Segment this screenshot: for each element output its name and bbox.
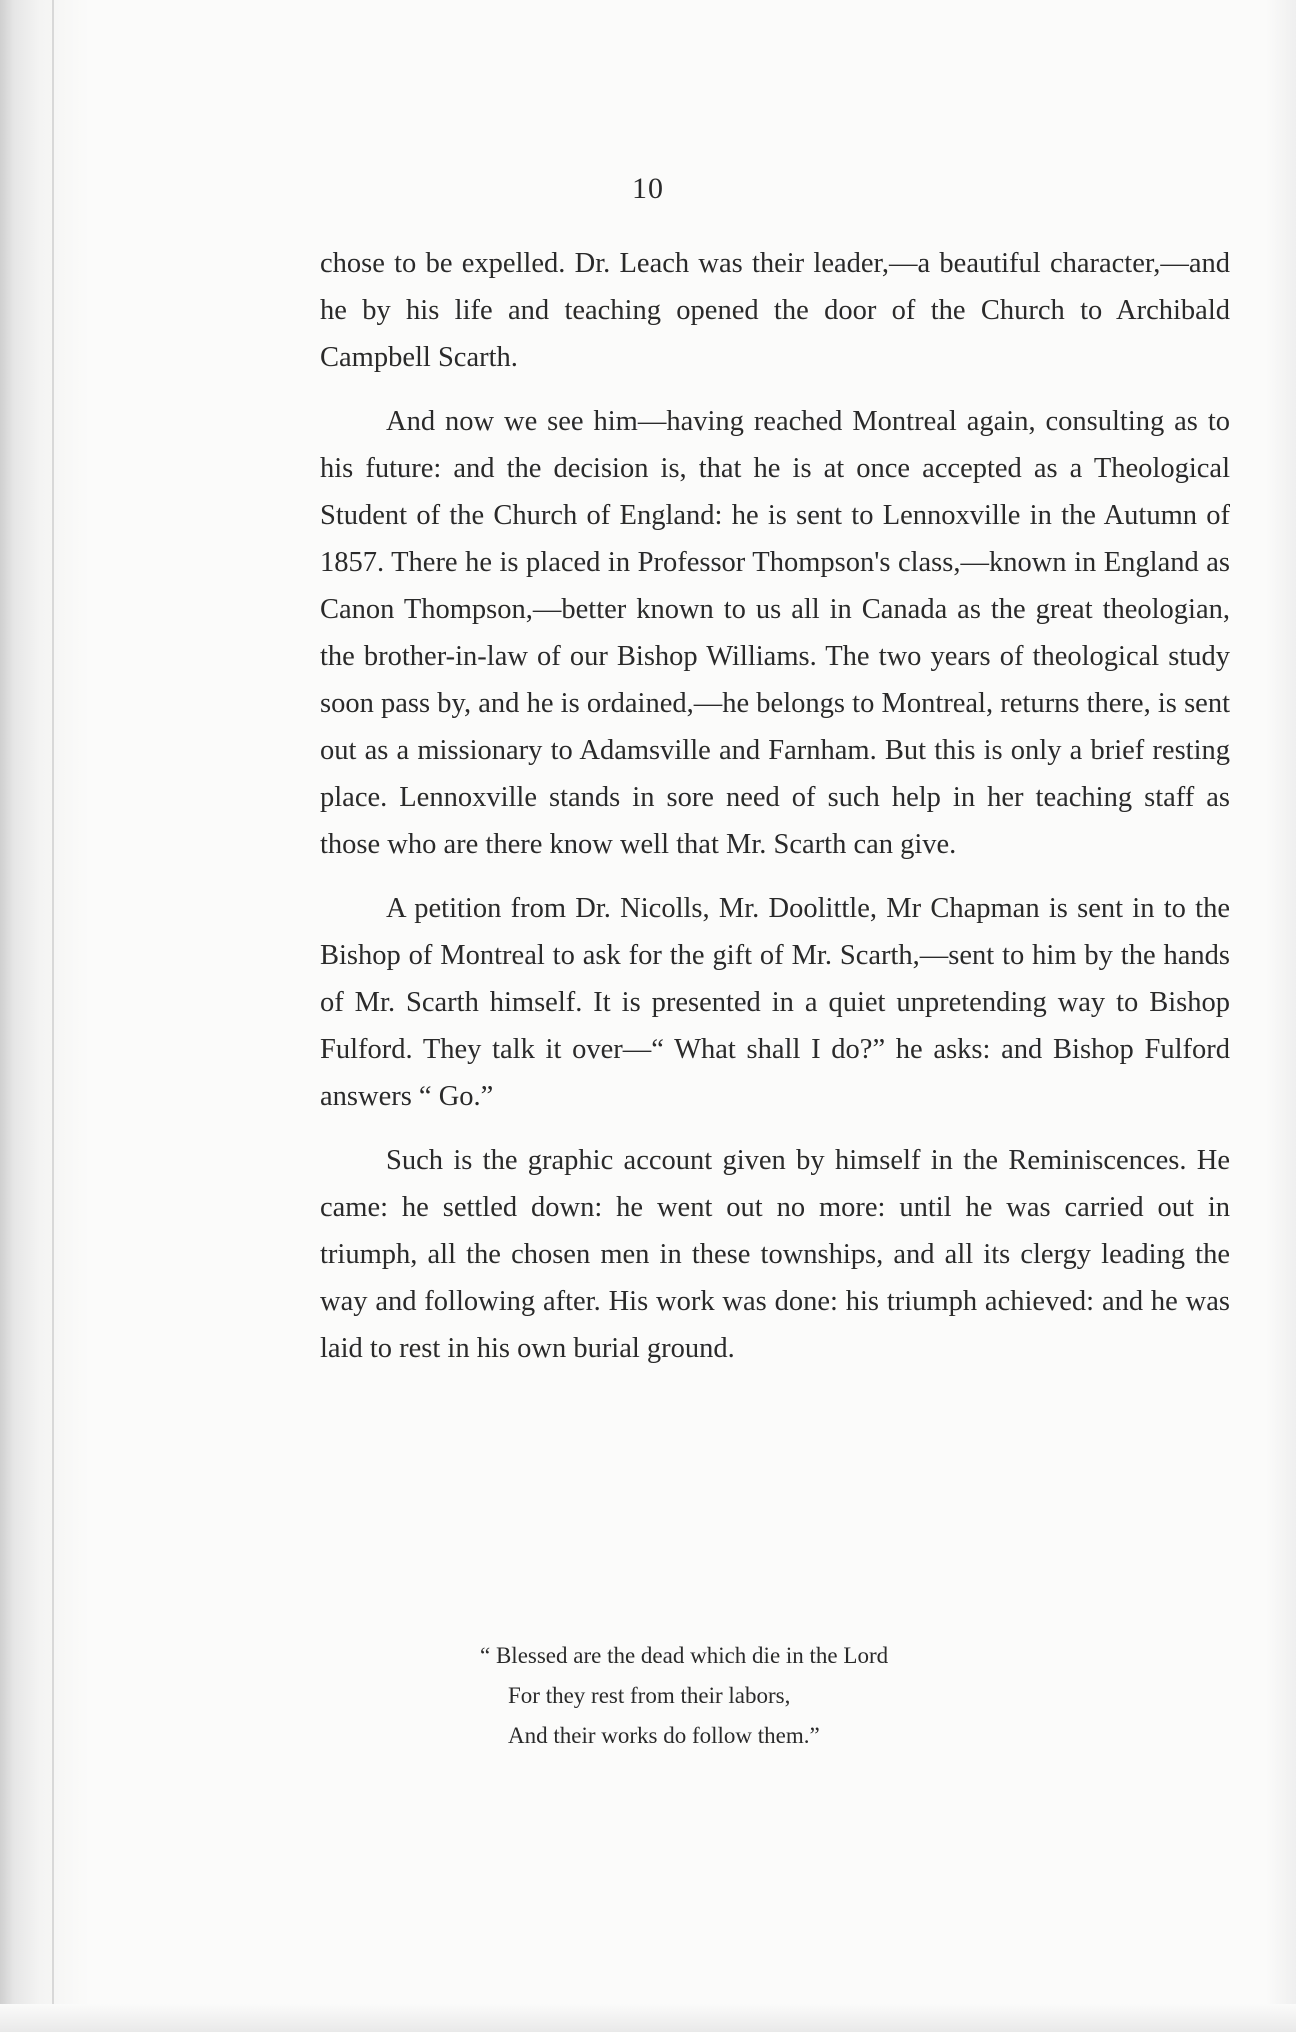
book-spine-shadow [0,0,90,2032]
body-text [320,240,1230,1389]
verse-line-3: And their works do follow them.” [508,1723,820,1748]
page-number: 10 [632,172,664,205]
paragraph-1: chose to be expelled. Dr. Leach was their leader,—a beautiful character,—and he by his life and teaching opened the door of the Church to Archibald Campbell Scarth. [320,248,1230,373]
closing-verse [480,1636,1100,1756]
paragraph-4: Such is the graphic account given by himself in the Reminiscences. He came: he settled down: he went out no more: until he was carried out in triumph, all the chosen men in these townships, and all its clergy leading the way and following after. His work was done: his triumph achieved: and he was laid to rest in his own burial ground. [320,1145,1230,1364]
page-edge-right [1266,0,1296,2032]
page-fold-line [52,0,54,2032]
page-edge-bottom [0,2004,1296,2032]
paragraph-2: And now we see him—having reached Montreal again, consulting as to his future: and the decision is, that he is at once accepted as a Theological Student of the Church of England: he is sent to Lennoxville in the Autumn of 1857. There he is placed in Professor Thompson's class,—known in England as Canon Thompson,—better known to us all in Canada as the great theologian, the brother-in-law of our Bishop Williams. The two years of theological study soon pass by, and he is ordained,—he belongs to Montreal, returns there, is sent out as a missionary to Adamsville and Farnham. But this is only a brief resting place. Lennoxville stands in sore need of such help in her teaching staff as those who are there know well that Mr. Scarth can give. [320,406,1230,860]
verse-line-1: “ Blessed are the dead which die in the Lord [480,1643,889,1668]
verse-line-2: For they rest from their labors, [508,1683,791,1708]
paragraph-3: A petition from Dr. Nicolls, Mr. Doolittle, Mr Chapman is sent in to the Bishop of Montreal to ask for the gift of Mr. Scarth,—sent to him by the hands of Mr. Scarth himself. It is presented in a quiet unpretending way to Bishop Fulford. They talk it over—“ What shall I do?” he asks: and Bishop Fulford answers “ Go.” [320,893,1230,1112]
